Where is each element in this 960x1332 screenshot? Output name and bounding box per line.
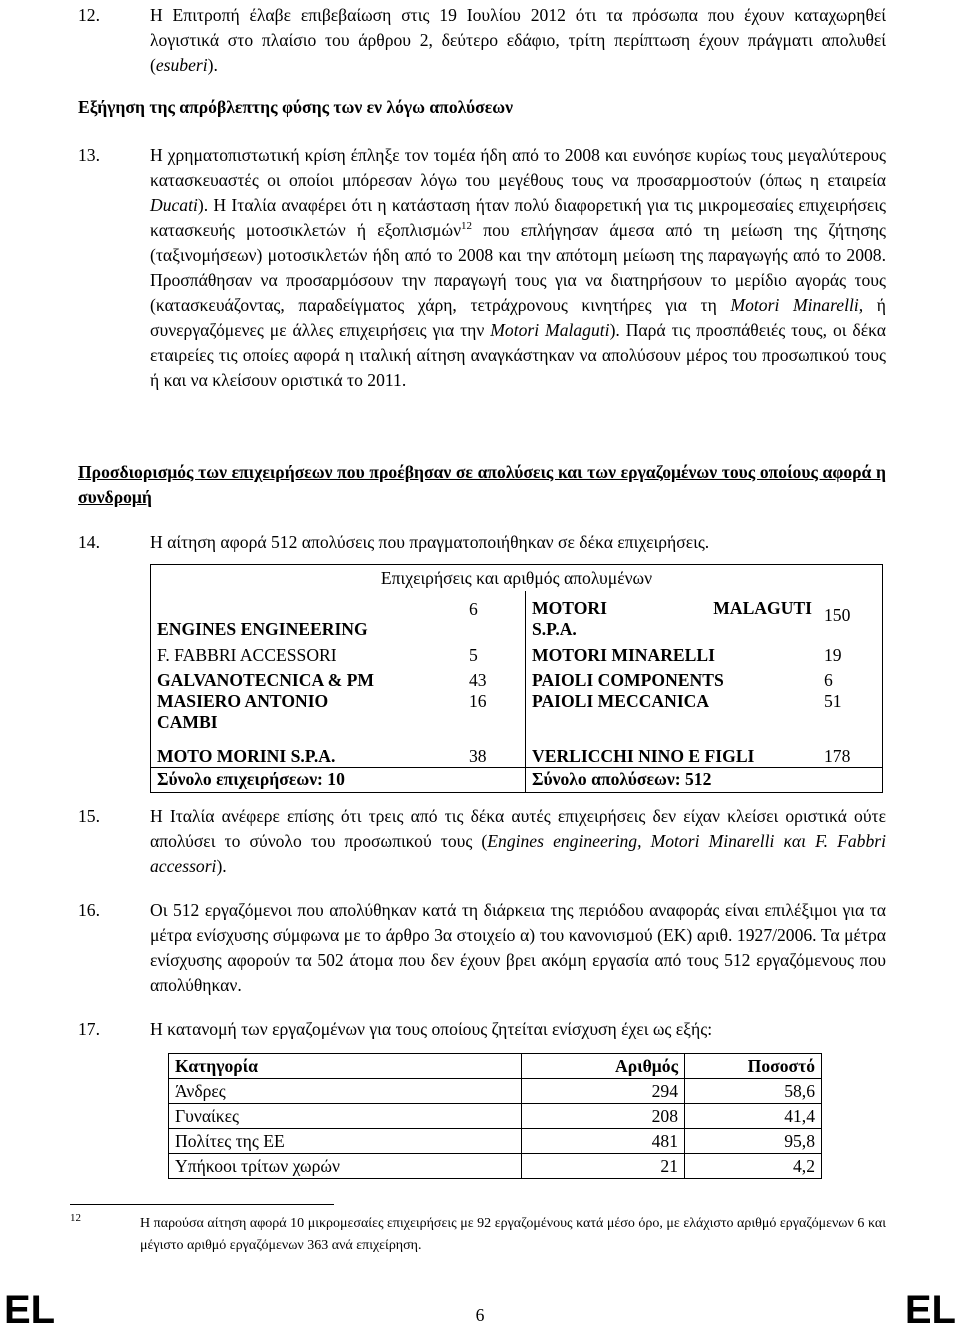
footnote-text: Η παρούσα αίτηση αφορά 10 μικρομεσαίες επιχειρήσεις με 92 εργαζομένους κατά μέσο όρο, με ελάχιστο αριθμό εργαζόμενων 6 και μέγιστο αριθμό εργαζόμενων 363 ανά επιχείρηση. (140, 1216, 886, 1253)
table-row: Υπήκοοι τρίτων χωρών 21 4,2 (169, 1154, 822, 1179)
footer-language-right: EL (904, 1288, 956, 1332)
paragraph-16 (78, 898, 886, 998)
paragraph-15 (78, 804, 886, 879)
paragraph-body: Η κατανομή των εργαζομένων για τους οποίους ζητείται ενίσχυση έχει ως εξής: (150, 1019, 713, 1039)
table-row: ENGINES ENGINEERING 6 MOTORI MALAGUTI S.P.A. 150 (151, 591, 883, 640)
footnote-separator (70, 1204, 334, 1205)
paragraph-number: 15. (78, 806, 100, 826)
footnote (70, 1213, 886, 1257)
companies-table (150, 564, 883, 793)
table-caption: Επιχειρήσεις και αριθμός απολυμένων (380, 567, 653, 588)
paragraph-body: Οι 512 εργαζόμενοι που απολύθηκαν κατά τη διάρκεια της περιόδου αναφοράς είναι επιλέξιμοι για τα μέτρα ενίσχυσης σύμφωνα με το άρθρο 3α στοιχείο α) του κανονισμού (ΕΚ) αριθ. 1927/2006. Τα μέτρα ενίσχυσης αφορούν τα 502 άτομα που δεν έχουν βρει ακόμη εργασία από τους 512 εργαζόμενους που απολύθηκαν. (150, 900, 886, 995)
footer-language-left: EL (4, 1288, 56, 1332)
paragraph-12 (78, 3, 886, 78)
table-row: MOTO MORINI S.P.A. 38 VERLICCHI NINO E FIGLI 178 (151, 742, 883, 767)
total-companies: Σύνολο επιχειρήσεων: 10 (151, 767, 526, 792)
table-row: Γυναίκες 208 41,4 (169, 1104, 822, 1129)
paragraph-body: Η χρηματοπιστωτική κρίση έπληξε τον τομέα ήδη από το 2008 και ευνόησε κυρίως τους μεγαλύτερους κατασκευαστές οι οποίοι μπόρεσαν λόγω του μεγέθους τους να προσαρμοστούν (όπως η εταιρεία Ducati). Η Ιταλία αναφέρει ότι η κατάσταση ήταν πολύ διαφορετική για τις μικρομεσαίες επιχειρήσεις κατασκευής μοτοσικλετών ή εξοπλισμών$^{12}$ που επλήγησαν άμεσα από τη μείωση της ζήτησης (ταξινομήσεων) μοτοσικλετών ήδη από το 2008 και την απότομη μείωση της παραγωγής από το 2008. Προσπάθησαν να προσαρμόσουν την παραγωγή τους για να διατηρήσουν το μερίδιο αγοράς τους (κατασκευάζοντας, παραδείγματος χάρη, τετράχρονους κινητήρες για τη Motori Minarelli, ή συνεργαζόμενες με άλλες επιχειρήσεις για την Motori Malaguti). Παρά τις προσπάθειές τους, οι δέκα εταιρείες τις οποίες αφορά η ιταλική αίτηση αναγκάστηκαν να απολύσουν μέρος του προσωπικού τους ή και να κλείσουν οριστικά το 2011. (150, 145, 887, 390)
table-row: GALVANOTECNICA & PM 43 PAIOLI COMPONENTS 6 (151, 666, 883, 691)
table-row: Άνδρες 294 58,6 (169, 1079, 822, 1104)
page-number: 6 (475, 1305, 485, 1325)
table-header-row: Κατηγορία Αριθμός Ποσοστό (169, 1054, 822, 1079)
table-row: Πολίτες της ΕΕ 481 95,8 (169, 1129, 822, 1154)
paragraph-number: 17. (78, 1019, 100, 1039)
total-dismissals: Σύνολο απολύσεων: 512 (526, 767, 883, 792)
table-row: MASIERO ANTONIO CAMBI 16 PAIOLI MECCANICA 51 (151, 691, 883, 742)
distribution-table (168, 1053, 822, 1179)
table-row: F. FABBRI ACCESSORI 5 MOTORI MINARELLI 19 (151, 640, 883, 665)
paragraph-13 (78, 143, 886, 393)
paragraph-number: 12. (78, 5, 100, 25)
paragraph-number: 13. (78, 145, 100, 165)
paragraph-body: Η αίτηση αφορά 512 απολύσεις που πραγματοποιήθηκαν σε δέκα επιχειρήσεις. (150, 532, 710, 552)
paragraph-14 (78, 530, 886, 555)
paragraph-number: 14. (78, 532, 100, 552)
footnote-number: 12 (70, 1212, 81, 1224)
section-heading-enterprises: Προσδιορισμός των επιχειρήσεων που προέβησαν σε απολύσεις και των εργαζομένων τους οποίους αφορά η συνδρομή (78, 462, 886, 507)
paragraph-number: 16. (78, 900, 100, 920)
paragraph-body: Η Ιταλία ανέφερε επίσης ότι τρεις από τις δέκα αυτές επιχειρήσεις δεν είχαν κλείσει οριστικά ούτε απολύσει το σύνολο του προσωπικού τους (Engines engineering, Motori Minarelli και F. Fabbri accessori). (150, 806, 886, 876)
paragraph-body: Η Επιτροπή έλαβε επιβεβαίωση στις 19 Ιουλίου 2012 ότι τα πρόσωπα που έχουν καταχωρηθεί λογιστικά στο πλαίσιο του άρθρου 2, δεύτερο εδάφιο, τρίτη περίπτωση έχουν πράγματι απολυθεί (esuberi). (150, 5, 886, 75)
footnote-ref[interactable]: 12 (461, 220, 473, 233)
table-total-row (151, 767, 883, 792)
paragraph-17 (78, 1017, 886, 1042)
section-heading-unforeseen: Εξήγηση της απρόβλεπτης φύσης των εν λόγω απολύσεων (78, 97, 513, 117)
